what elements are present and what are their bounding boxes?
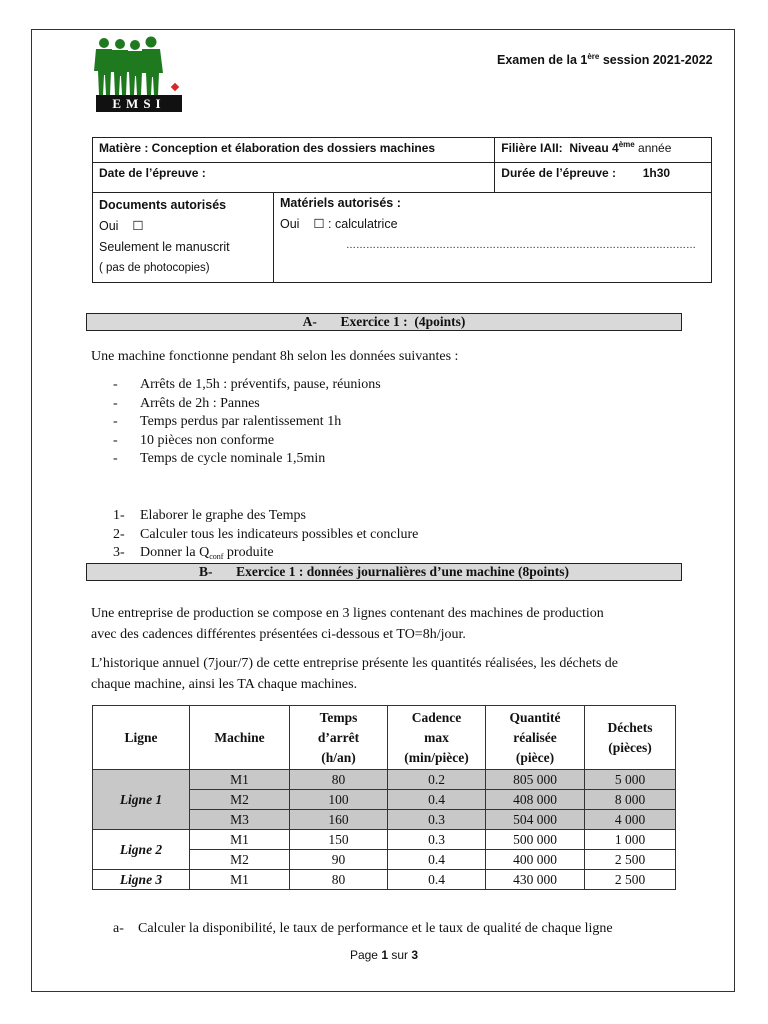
page-footer [0, 948, 768, 962]
header-cadence [388, 706, 486, 770]
machine-cell: M1 [190, 830, 290, 850]
question-item [113, 507, 418, 526]
para-line: chaque machine, ainsi les TA chaque machines. [91, 677, 358, 692]
bullet-text: Arrêts de 1,5h : préventifs, pause, réunions [140, 377, 381, 392]
section-a-intro: Une machine fonctionne pendant 8h selon les données suivantes : [91, 349, 459, 364]
quantite-cell: 500 000 [486, 830, 585, 850]
emsi-logo [90, 35, 190, 113]
table-row [93, 770, 676, 790]
question-text: Calculer la disponibilité, le taux de performance et le taux de qualité de chaque ligne [138, 921, 613, 936]
dechets-cell: 4 000 [585, 810, 676, 830]
header-ligne [93, 706, 190, 770]
para-line: L’historique annuel (7jour/7) de cette entreprise présente les quantités réalisées, les déchets de [91, 656, 619, 671]
question-text-prefix: Donner la Q [140, 545, 210, 560]
cadence-cell: 0.3 [388, 810, 486, 830]
section-b-title: B- Exercice 1 : données journalières d’une machine (8points) [86, 563, 682, 581]
section-a-title: A- Exercice 1 : (4points) [86, 313, 682, 331]
machine-cell: M1 [190, 870, 290, 890]
quantite-cell: 430 000 [486, 870, 585, 890]
cadence-cell: 0.3 [388, 830, 486, 850]
quantite-cell: 400 000 [486, 850, 585, 870]
page-prefix: Page [349, 948, 382, 962]
table-header-row [93, 706, 676, 770]
materiels-oui-label: Oui [280, 217, 300, 231]
question-number: 1- [113, 508, 125, 523]
duree-value: 1h30 [642, 166, 671, 180]
dechets-cell: 2 500 [585, 850, 676, 870]
documents-note-2: ( pas de photocopies) [99, 262, 210, 274]
page-current: 1 [381, 948, 388, 962]
table-row [93, 830, 676, 850]
date-cell [93, 163, 495, 193]
header-machine [190, 706, 290, 770]
quantite-cell: 805 000 [486, 770, 585, 790]
filiere-cell [495, 138, 712, 163]
materiels-cell [274, 193, 712, 283]
question-item [113, 526, 418, 545]
table-row [93, 870, 676, 890]
header-quantite [486, 706, 585, 770]
header-line: Machine [214, 729, 265, 745]
bullet-text: Arrêts de 2h : Pannes [140, 395, 260, 411]
materiels-oui-row [280, 214, 705, 235]
cadence-cell: 0.2 [388, 770, 486, 790]
header-line: Temps [319, 709, 358, 725]
exam-title-prefix: Examen de la 1 [497, 53, 588, 67]
machine-cell: M2 [190, 850, 290, 870]
machine-cell: M2 [190, 790, 290, 810]
matiere-cell [93, 138, 495, 163]
page-total: 3 [411, 948, 419, 962]
machine-cell: M3 [190, 810, 290, 830]
question-text-suffix: produite [223, 545, 274, 560]
header-dechets [585, 706, 676, 770]
exam-title-sup: ère [587, 51, 600, 61]
q-conf-subscript: conf [209, 552, 224, 561]
header-line: Cadence [411, 709, 462, 725]
dechets-cell: 1 000 [585, 830, 676, 850]
machine-cell: M1 [190, 770, 290, 790]
cadence-cell: 0.4 [388, 790, 486, 810]
materiels-value: : calculatrice [324, 217, 398, 231]
exam-title [497, 53, 713, 67]
header-line: d’arrêt [317, 729, 360, 745]
bullet-item: - Temps de cycle nominale 1,5min [113, 450, 381, 469]
temps-arret-cell: 90 [290, 850, 388, 870]
bullet-text: Temps perdus par ralentissement 1h [140, 414, 342, 429]
section-b-para-1 [91, 603, 604, 645]
header-line: Quantité [509, 709, 561, 725]
documents-cell [93, 193, 274, 283]
header-line: Déchets [607, 719, 653, 735]
para-line: Une entreprise de production se compose en 3 lignes contenant des machines de production [91, 606, 604, 621]
temps-arret-cell: 160 [290, 810, 388, 830]
bullet-text: 10 pièces non conforme [140, 432, 275, 448]
question-text: Calculer tous les indicateurs possibles et conclure [140, 526, 419, 542]
para-line: avec des cadences différentes présentées ci-dessous et TO=8h/jour. [91, 627, 466, 642]
temps-arret-cell: 100 [290, 790, 388, 810]
temps-arret-cell: 150 [290, 830, 388, 850]
header-line: Ligne [124, 729, 158, 745]
page-mid: sur [388, 948, 412, 962]
quantite-cell: 408 000 [486, 790, 585, 810]
date-label: Date de l’épreuve : [99, 166, 206, 180]
section-a-questions [113, 507, 418, 567]
temps-arret-cell: 80 [290, 870, 388, 890]
header-line: (min/pièce) [404, 749, 469, 765]
section-b-para-2 [91, 653, 618, 695]
exam-title-suffix: session 2021-2022 [599, 53, 713, 67]
materiels-checkbox[interactable]: ☐ [313, 217, 325, 231]
ligne-cell: Ligne 3 [93, 870, 190, 890]
documents-note-1: Seulement le manuscrit [99, 240, 230, 254]
temps-arret-cell: 80 [290, 770, 388, 790]
section-a-bullets [113, 376, 381, 469]
header-line: (h/an) [321, 749, 356, 765]
cadence-cell: 0.4 [388, 870, 486, 890]
cadence-cell: 0.4 [388, 850, 486, 870]
header-line: (pièce) [515, 749, 555, 765]
question-number: 2- [113, 526, 125, 542]
dechets-cell: 5 000 [585, 770, 676, 790]
header-line: réalisée [513, 729, 557, 745]
dechets-cell: 2 500 [585, 870, 676, 890]
documents-checkbox[interactable]: ☐ [132, 219, 144, 233]
niveau-label: Niveau 4 [569, 141, 619, 155]
bullet-text: Temps de cycle nominale 1,5min [140, 451, 326, 466]
header-line: max [424, 729, 449, 745]
logo-text: EMSI [96, 95, 182, 112]
dechets-cell: 8 000 [585, 790, 676, 810]
machine-data-table [92, 705, 676, 890]
header-temps-arret [290, 706, 388, 770]
bullet-item: - Arrêts de 1,5h : préventifs, pause, réunions [113, 376, 381, 395]
ligne-cell: Ligne 2 [93, 830, 190, 870]
header-line: (pièces) [608, 739, 652, 755]
documents-oui-row [99, 216, 267, 237]
documents-label: Documents autorisés [99, 198, 227, 212]
materiels-dotted-line: …………………………………………………………………………………………… [346, 240, 696, 251]
exam-info-table [92, 137, 712, 283]
matiere-label: Matière : Conception et élaboration des dossiers machines [99, 141, 436, 155]
niveau-suffix: année [634, 141, 672, 155]
question-text: Elaborer le graphe des Temps [140, 508, 306, 523]
question-number: 3- [113, 545, 125, 560]
duree-label: Durée de l’épreuve : [501, 166, 617, 180]
duree-cell [495, 163, 712, 193]
question-number: a- [113, 921, 124, 936]
filiere-label: Filière IAII: [501, 141, 563, 155]
bullet-item: - Temps perdus par ralentissement 1h [113, 413, 381, 432]
quantite-cell: 504 000 [486, 810, 585, 830]
documents-oui-label: Oui [99, 219, 119, 233]
bullet-item: - Arrêts de 2h : Pannes [113, 395, 381, 414]
ligne-cell: Ligne 1 [93, 770, 190, 830]
bullet-item: - 10 pièces non conforme [113, 432, 381, 451]
niveau-sup: ème [618, 140, 635, 149]
materiels-label: Matériels autorisés : [280, 196, 401, 210]
question-a [113, 920, 613, 939]
